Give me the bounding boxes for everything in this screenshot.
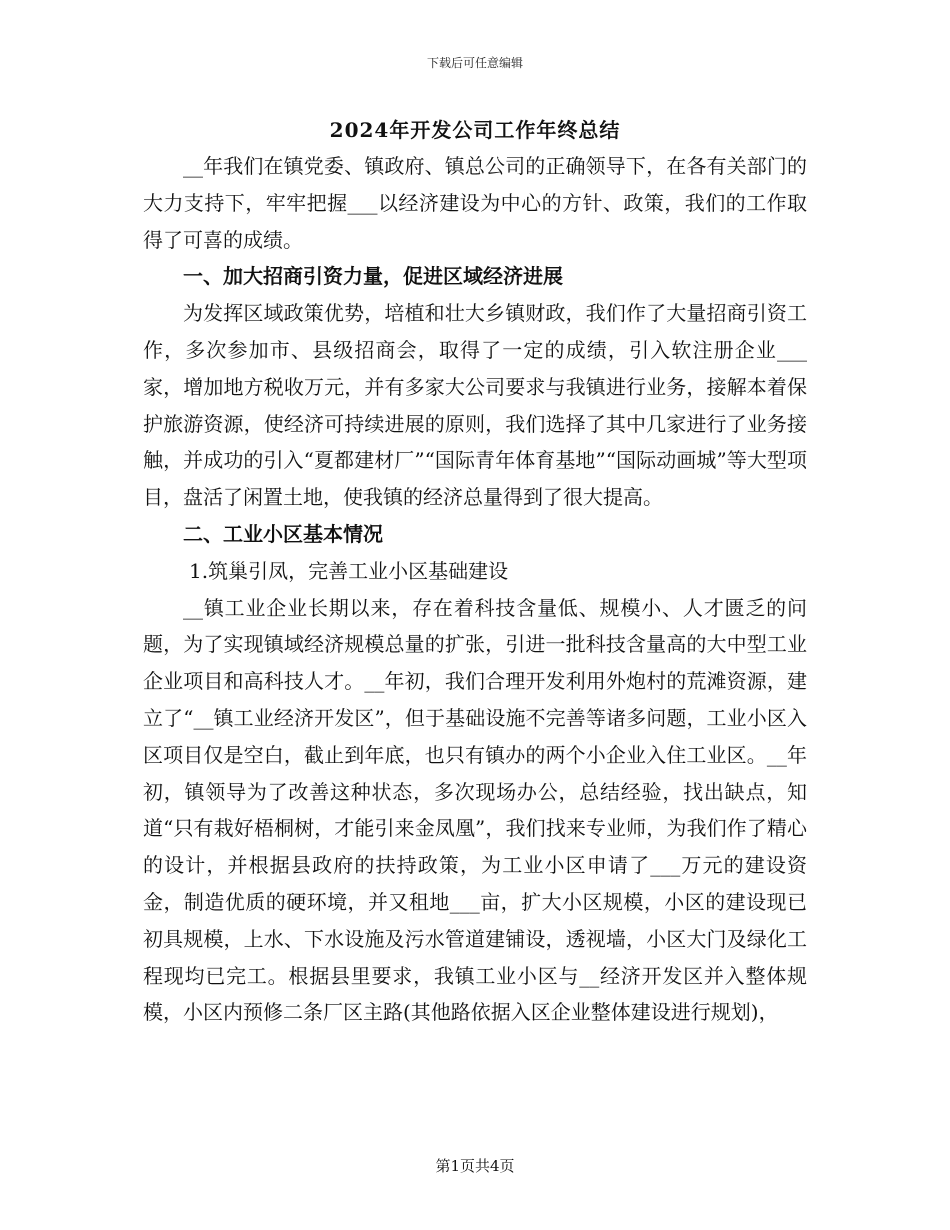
page-number-footer: 第1页共4页 bbox=[435, 1157, 515, 1175]
section-1-paragraph: 为发挥区域政策优势，培植和壮大乡镇财政，我们作了大量招商引资工作，多次参加市、县级招商会，取得了一定的成绩，引入软注册企业___家，增加地方税收万元，并有多家大公司要求与我镇进行业务，接解本着保护旅游资源，使经济可持续进展的原则，我们选择了其中几家进行了业务接触，并成功的引入“夏都建材厂”“国际青年体育基地”“国际动画城”等大型项目，盘活了闲置土地，使我镇的经济总量得到了很大提高。 bbox=[143, 301, 807, 510]
section-heading-2: 二、工业小区基本情况 bbox=[183, 521, 383, 546]
document-title: 2024年开发公司工作年终总结 bbox=[329, 118, 621, 142]
subsection-heading-1: 1.筑巢引凤，完善工业小区基础建设 bbox=[189, 558, 509, 583]
header-note: 下载后可任意编辑 bbox=[426, 56, 523, 70]
document-body bbox=[143, 148, 807, 1031]
section-2-paragraph: __镇工业企业长期以来，存在着科技含量低、规模小、人才匮乏的问题，为了实现镇域经济规模总量的扩张，引进一批科技含量高的大中型工业企业项目和高科技人才。__年初，我们合理开发利用外炮村的荒滩资源，建立了“__镇工业经济开发区”，但于基础设施不完善等诸多问题，工业小区入区项目仅是空白，截止到年底，也只有镇办的两个小企业入住工业区。__年初，镇领导为了改善这种状态，多次现场办公，总结经验，找出缺点，知道“只有栽好梧桐树，才能引来金凤凰”，我们找来专业师，为我们作了精心的设计，并根据县政府的扶持政策，为工业小区申请了___万元的建设资金，制造优质的硬环境，并又租地___亩，扩大小区规模，小区的建设现已初具规模，上水、下水设施及污水管道建铺设，透视墙，小区大门及绿化工程现均已完工。根据县里要求，我镇工业小区与__经济开发区并入整体规模，小区内预修二条厂区主路(其他路依据入区企业整体建设进行规划)， bbox=[143, 595, 807, 1025]
section-heading-1: 一、加大招商引资力量，促进区域经济进展 bbox=[183, 264, 563, 289]
intro-paragraph: __年我们在镇党委、镇政府、镇总公司的正确领导下，在各有关部门的大力支持下，牢牢把握___以经济建设为中心的方针、政策，我们的工作取得了可喜的成绩。 bbox=[143, 154, 807, 252]
